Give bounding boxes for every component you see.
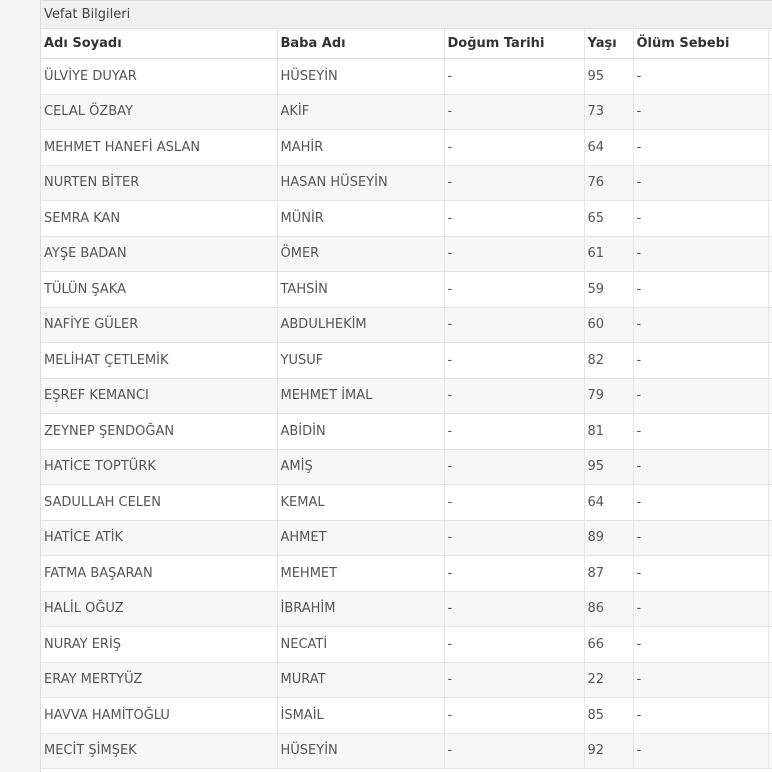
cell-death-cause: - [633,485,768,521]
cell-father: MURAT [277,662,444,698]
table-row [41,236,772,272]
cell-birth-date: - [444,520,584,556]
cell-actions [768,130,772,166]
cell-age: 60 [584,307,633,343]
cell-name: MELİHAT ÇETLEMİK [41,343,277,379]
cell-death-cause: - [633,414,768,450]
cell-age: 59 [584,272,633,308]
cell-death-cause: - [633,272,768,308]
header-age: Yaşı [584,29,633,59]
cell-death-cause: - [633,733,768,769]
table-body [41,59,772,769]
cell-age: 61 [584,236,633,272]
cell-name: MEHMET HANEFİ ASLAN [41,130,277,166]
cell-age: 82 [584,343,633,379]
cell-actions [768,94,772,130]
cell-birth-date: - [444,662,584,698]
cell-name: TÜLÜN ŞAKA [41,272,277,308]
cell-age: 64 [584,485,633,521]
cell-father: İBRAHİM [277,591,444,627]
table-row [41,272,772,308]
cell-birth-date: - [444,94,584,130]
cell-age: 65 [584,201,633,237]
table-row [41,165,772,201]
cell-age: 86 [584,591,633,627]
cell-name: HATİCE ATİK [41,520,277,556]
cell-death-cause: - [633,556,768,592]
cell-actions [768,449,772,485]
cell-father: MAHİR [277,130,444,166]
table-row [41,130,772,166]
header-birth-date: Doğum Tarihi [444,29,584,59]
cell-father: NECATİ [277,627,444,663]
cell-father: MEHMET İMAL [277,378,444,414]
cell-death-cause: - [633,130,768,166]
cell-birth-date: - [444,485,584,521]
table-row [41,556,772,592]
cell-father: HASAN HÜSEYİN [277,165,444,201]
cell-death-cause: - [633,201,768,237]
death-info-panel [40,0,772,772]
cell-death-cause: - [633,94,768,130]
cell-father: YUSUF [277,343,444,379]
cell-age: 95 [584,59,633,95]
table-row [41,591,772,627]
cell-name: EŞREF KEMANCI [41,378,277,414]
cell-actions [768,343,772,379]
table-row [41,733,772,769]
cell-death-cause: - [633,307,768,343]
table-row [41,698,772,734]
cell-actions [768,201,772,237]
cell-actions [768,414,772,450]
cell-name: ERAY MERTYÜZ [41,662,277,698]
cell-age: 89 [584,520,633,556]
cell-age: 76 [584,165,633,201]
cell-father: AMİŞ [277,449,444,485]
cell-actions [768,485,772,521]
cell-name: HATİCE TOPTÜRK [41,449,277,485]
cell-birth-date: - [444,59,584,95]
cell-father: ABİDİN [277,414,444,450]
cell-birth-date: - [444,449,584,485]
table-row [41,449,772,485]
cell-age: 79 [584,378,633,414]
cell-birth-date: - [444,591,584,627]
header-father: Baba Adı [277,29,444,59]
cell-actions [768,520,772,556]
cell-death-cause: - [633,343,768,379]
cell-death-cause: - [633,591,768,627]
cell-name: ZEYNEP ŞENDOĞAN [41,414,277,450]
cell-father: KEMAL [277,485,444,521]
table-row [41,414,772,450]
cell-actions [768,236,772,272]
table-row [41,307,772,343]
cell-actions [768,733,772,769]
table-row [41,201,772,237]
cell-age: 22 [584,662,633,698]
cell-birth-date: - [444,307,584,343]
cell-actions [768,272,772,308]
cell-actions [768,556,772,592]
table-row [41,662,772,698]
cell-age: 73 [584,94,633,130]
cell-death-cause: - [633,378,768,414]
cell-birth-date: - [444,556,584,592]
table-row [41,94,772,130]
cell-name: HALİL OĞUZ [41,591,277,627]
header-actions [768,29,772,59]
cell-name: CELAL ÖZBAY [41,94,277,130]
cell-birth-date: - [444,733,584,769]
cell-birth-date: - [444,627,584,663]
cell-death-cause: - [633,627,768,663]
cell-age: 66 [584,627,633,663]
table-row [41,59,772,95]
cell-birth-date: - [444,698,584,734]
table-row [41,378,772,414]
header-name: Adı Soyadı [41,29,277,59]
cell-father: TAHSİN [277,272,444,308]
table-row [41,485,772,521]
table-header-row [41,29,772,59]
cell-age: 87 [584,556,633,592]
cell-name: SEMRA KAN [41,201,277,237]
cell-father: İSMAİL [277,698,444,734]
cell-actions [768,59,772,95]
cell-name: HAVVA HAMİTOĞLU [41,698,277,734]
cell-birth-date: - [444,272,584,308]
cell-name: ÜLVİYE DUYAR [41,59,277,95]
cell-father: HÜSEYİN [277,733,444,769]
cell-father: AKİF [277,94,444,130]
cell-age: 81 [584,414,633,450]
cell-name: NURTEN BİTER [41,165,277,201]
header-death-cause: Ölüm Sebebi [633,29,768,59]
table-row [41,343,772,379]
cell-age: 95 [584,449,633,485]
cell-actions [768,662,772,698]
death-records-table [41,29,772,769]
cell-death-cause: - [633,59,768,95]
cell-death-cause: - [633,520,768,556]
cell-father: ÖMER [277,236,444,272]
cell-father: MEHMET [277,556,444,592]
table-row [41,627,772,663]
cell-birth-date: - [444,378,584,414]
cell-birth-date: - [444,201,584,237]
cell-name: AYŞE BADAN [41,236,277,272]
cell-father: AHMET [277,520,444,556]
cell-name: MECİT ŞİMŞEK [41,733,277,769]
cell-birth-date: - [444,130,584,166]
cell-birth-date: - [444,236,584,272]
cell-name: SADULLAH CELEN [41,485,277,521]
cell-birth-date: - [444,414,584,450]
cell-name: NURAY ERİŞ [41,627,277,663]
cell-actions [768,307,772,343]
cell-actions [768,698,772,734]
left-gutter [0,0,41,771]
cell-father: HÜSEYİN [277,59,444,95]
cell-age: 92 [584,733,633,769]
panel-title: Vefat Bilgileri [41,1,772,29]
cell-father: MÜNİR [277,201,444,237]
cell-death-cause: - [633,236,768,272]
cell-name: NAFİYE GÜLER [41,307,277,343]
cell-name: FATMA BAŞARAN [41,556,277,592]
cell-age: 64 [584,130,633,166]
cell-age: 85 [584,698,633,734]
cell-father: ABDULHEKİM [277,307,444,343]
cell-actions [768,378,772,414]
cell-actions [768,627,772,663]
cell-death-cause: - [633,449,768,485]
cell-death-cause: - [633,165,768,201]
table-row [41,520,772,556]
cell-birth-date: - [444,165,584,201]
cell-actions [768,591,772,627]
cell-death-cause: - [633,662,768,698]
cell-birth-date: - [444,343,584,379]
cell-death-cause: - [633,698,768,734]
cell-actions [768,165,772,201]
